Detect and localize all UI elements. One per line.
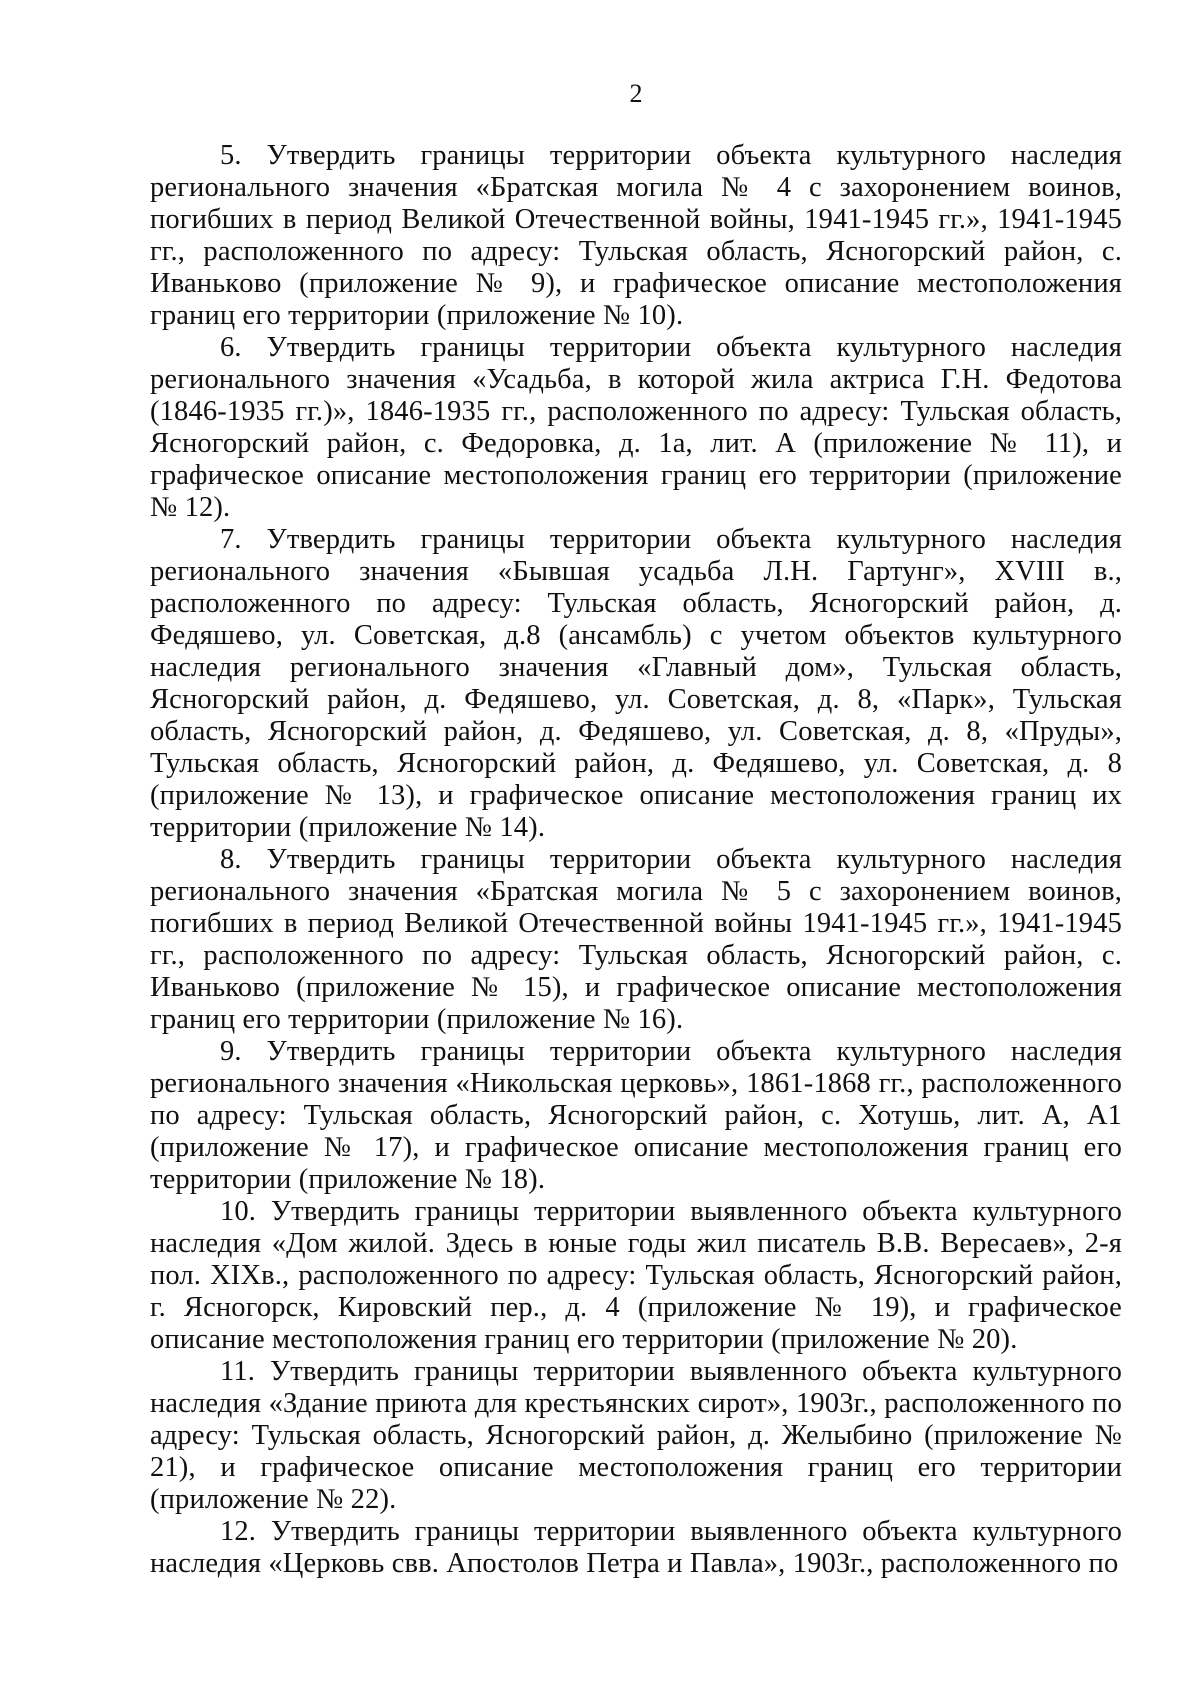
clause-10: 10. Утвердить границы территории выявленного объекта культурного наследия «Дом жилой. Здесь в юные годы жил писатель В.В. Вересаев», 2-я пол. XIXв., расположенного по адресу: Тульская область, Ясногорский район, г. Ясногорск, Кировский пер., д. 4 (приложение № 19), и графическое описание местоположения границ его территории (приложение № 20). [150, 1196, 1122, 1355]
clause-8: 8. Утвердить границы территории объекта культурного наследия регионального значения «Братская могила № 5 с захоронением воинов, погибших в период Великой Отечественной войны 1941-1945 гг.», 1941-1945 гг., расположенного по адресу: Тульская область, Ясногорский район, с. Иваньково (приложение № 15), и графическое описание местоположения границ его территории (приложение № 16). [150, 844, 1122, 1035]
clause-7: 7. Утвердить границы территории объекта культурного наследия регионального значения «Бывшая усадьба Л.Н. Гартунг», XVIII в., расположенного по адресу: Тульская область, Ясногорский район, д. Федяшево, ул. Советская, д.8 (ансамбль) с учетом объектов культурного наследия регионального значения «Главный дом», Тульская область, Ясногорский район, д. Федяшево, ул. Советская, д. 8, «Парк», Тульская область, Ясногорский район, д. Федяшево, ул. Советская, д. 8, «Пруды», Тульская область, Ясногорский район, д. Федяшево, ул. Советская, д. 8 (приложение № 13), и графическое описание местоположения границ их территории (приложение № 14). [150, 524, 1122, 843]
clause-11: 11. Утвердить границы территории выявленного объекта культурного наследия «Здание приюта для крестьянских сирот», 1903г., расположенного по адресу: Тульская область, Ясногорский район, д. Желыбино (приложение № 21), и графическое описание местоположения границ его территории (приложение № 22). [150, 1356, 1122, 1515]
clause-9: 9. Утвердить границы территории объекта культурного наследия регионального значения «Никольская церковь», 1861-1868 гг., расположенного по адресу: Тульская область, Ясногорский район, с. Хотушь, лит. А, А1 (приложение № 17), и графическое описание местоположения границ его территории (приложение № 18). [150, 1036, 1122, 1195]
clause-12: 12. Утвердить границы территории выявленного объекта культурного наследия «Церковь свв. Апостолов Петра и Павла», 1903г., расположенного по [150, 1516, 1122, 1579]
document-page [150, 78, 1122, 1580]
clause-5: 5. Утвердить границы территории объекта культурного наследия регионального значения «Братская могила № 4 с захоронением воинов, погибших в период Великой Отечественной войны, 1941-1945 гг.», 1941-1945 гг., расположенного по адресу: Тульская область, Ясногорский район, с. Иванькoво (приложение № 9), и графическое описание местоположения границ его территории (приложение № 10). [150, 140, 1122, 331]
page-number: 2 [629, 79, 643, 108]
clause-6: 6. Утвердить границы территории объекта культурного наследия регионального значения «Усадьба, в которой жила актриса Г.Н. Федотова (1846-1935 гг.)», 1846-1935 гг., расположенного по адресу: Тульская область, Ясногорский район, с. Федоровка, д. 1а, лит. А (приложение № 11), и графическое описание местоположения границ его территории (приложение № 12). [150, 332, 1122, 523]
